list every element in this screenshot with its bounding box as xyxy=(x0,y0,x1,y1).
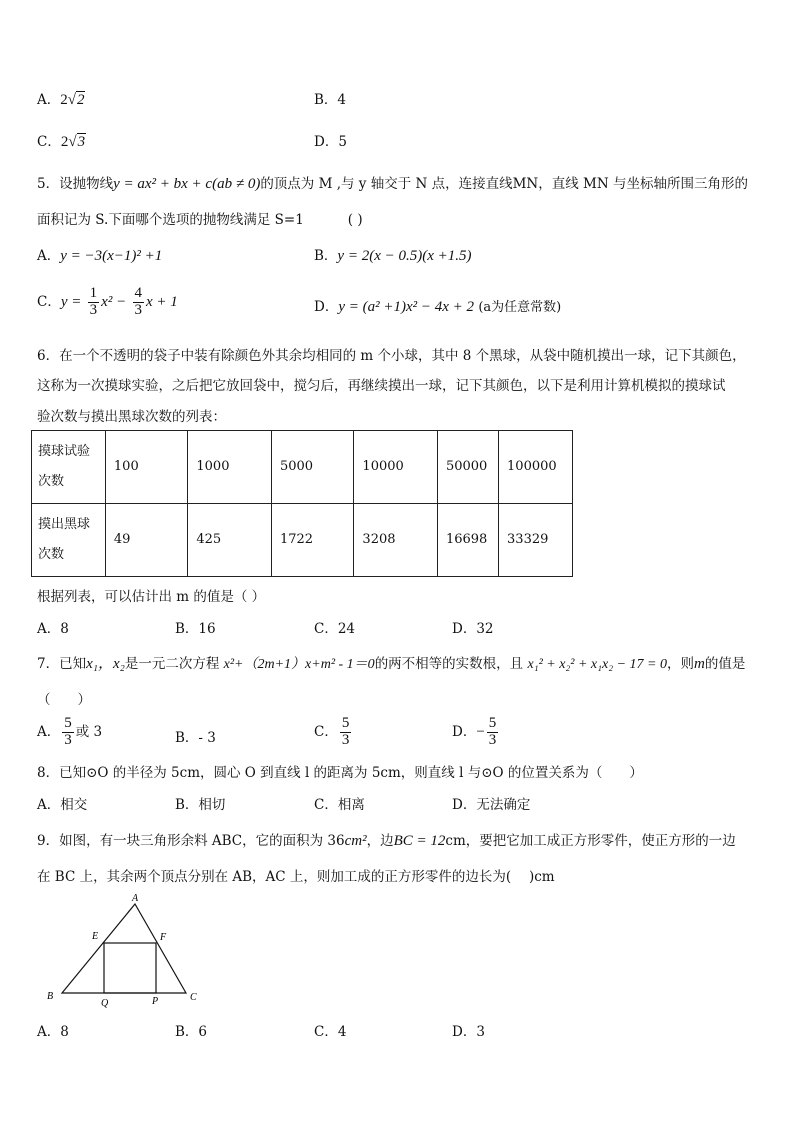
q4-c-radicand: 3 xyxy=(77,134,86,150)
table-cell: 33329 xyxy=(499,504,573,577)
q7-option-a: A． $\frac{5}{3}$ 或 3 xyxy=(37,715,103,748)
q4-option-d: D．5 xyxy=(314,134,347,150)
q5-option-b: B．y = 2(x − 0.5)(x +1.5) xyxy=(314,248,472,264)
fraction: $\frac{1}{3}$ xyxy=(89,285,98,318)
q7-option-b: B．- 3 xyxy=(175,730,216,746)
q5-option-a: A．y = −3(x−1)² +1 xyxy=(37,248,163,264)
q6-option-a: A．8 xyxy=(37,621,69,637)
table-cell: 425 xyxy=(188,504,272,577)
q7-paren: （ ） xyxy=(37,692,91,708)
q4-option-c: C．2√3 xyxy=(37,134,86,150)
label-a: A xyxy=(132,893,139,904)
q7-line1: 7．已知x₁，x₂是一元二次方程 x²+（2m+1）x+m² - 1＝0的两不相等的实数根，且 x₁² + x₂² + x₁x₂ − 17 = 0，则m的值是 xyxy=(37,656,746,672)
q7-option-d: D．− $\frac{5}{3}$ xyxy=(452,715,497,748)
fraction: $\frac{4}{3}$ xyxy=(134,285,142,318)
q6-line2: 这称为一次摸球实验，之后把它放回袋中，搅匀后，再继续摸出一球，记下其颜色，以下是利用计算机模拟的摸球试 xyxy=(37,378,726,394)
table-head-cell: 摸球试验 次数 xyxy=(32,431,106,504)
table-cell: 3208 xyxy=(354,504,438,577)
q5-option-d: D．y = (a² +1)x² − 4x + 2 (a为任意常数) xyxy=(314,299,562,315)
label-e: E xyxy=(92,931,99,942)
table-cell: 100 xyxy=(105,431,187,504)
label-p: P xyxy=(152,996,159,1007)
q5-line2: 面积记为 S.下面哪个选项的抛物线满足 S=1 ( ) xyxy=(37,212,363,228)
q6-option-b: B．16 xyxy=(175,621,216,637)
q4-a-coef: 2 xyxy=(60,92,68,108)
q6-option-d: D．32 xyxy=(452,621,494,637)
table-cell: 5000 xyxy=(271,431,353,504)
table-row xyxy=(32,504,573,577)
triangle-figure xyxy=(40,890,210,1010)
label-f: F xyxy=(160,932,167,943)
q6-data-table xyxy=(31,430,573,577)
table-cell: 16698 xyxy=(437,504,498,577)
fraction: $\frac{5}{3}$ xyxy=(341,715,350,748)
fraction: $\frac{5}{3}$ xyxy=(488,715,497,748)
q4-option-a: A．2√2 xyxy=(37,92,85,108)
q9-option-a: A．8 xyxy=(37,1024,69,1040)
q9-line2: 在 BC 上，其余两个顶点分别在 AB，AC 上，则加工成的正方形零件的边长为( )cm xyxy=(37,869,555,885)
table-cell: 49 xyxy=(105,504,187,577)
q8-option-b: B．相切 xyxy=(175,797,226,813)
table-cell: 1000 xyxy=(188,431,272,504)
table-cell: 100000 xyxy=(499,431,573,504)
q5-line1: 5．设抛物线y = ax² + bx + c(ab ≠ 0)的顶点为 M ,与 y 轴交于 N 点，连接直线MN，直线 MN 与坐标轴所围三角形的 xyxy=(37,176,748,192)
q8-option-d: D．无法确定 xyxy=(452,797,531,813)
q4-c-coef: 2 xyxy=(60,134,69,150)
table-row xyxy=(32,431,573,504)
q8-option-a: A．相交 xyxy=(37,797,88,813)
q8-option-c: C．相离 xyxy=(314,797,365,813)
label-q: Q xyxy=(101,998,109,1009)
q4-a-radicand: 2 xyxy=(76,92,85,108)
q9-option-c: C．4 xyxy=(314,1024,347,1040)
q8-stem: 8．已知⊙O 的半径为 5cm，圆心 O 到直线 l 的距离为 5cm，则直线 l 与⊙O 的位置关系为（ ） xyxy=(37,765,643,781)
q9-option-b: B．6 xyxy=(175,1024,208,1040)
q9-line1: 9．如图，有一块三角形余料 ABC，它的面积为 36cm²，边BC = 12cm，要把它加工成正方形零件，使正方形的一边 xyxy=(37,833,736,849)
label-b: B xyxy=(47,991,54,1002)
q5-option-c: C．y = $\frac{1}{3}$ x² − $\frac{4}{3}$ x + 1 xyxy=(37,285,178,318)
q7-option-c: C． $\frac{5}{3}$ xyxy=(314,715,350,748)
q6-prompt: 根据列表，可以估计出 m 的值是（ ） xyxy=(37,589,266,605)
q4-option-b: B．4 xyxy=(314,92,347,108)
q6-line1: 6．在一个不透明的袋子中装有除颜色外其余均相同的 m 个小球，其中 8 个黑球，从袋中随机摸出一球，记下其颜色， xyxy=(37,348,746,364)
table-head-cell: 摸出黑球 次数 xyxy=(32,504,106,577)
table-cell: 1722 xyxy=(271,504,353,577)
inscribed-square xyxy=(104,943,156,993)
table-cell: 50000 xyxy=(437,431,498,504)
fraction: $\frac{5}{3}$ xyxy=(64,715,72,748)
q6-line3: 验次数与摸出黑球次数的列表： xyxy=(37,409,226,425)
q5-parabola-expr: y = ax² + bx + c(ab ≠ 0) xyxy=(113,176,261,192)
q6-option-c: C．24 xyxy=(314,621,356,637)
q9-option-d: D．3 xyxy=(452,1024,485,1040)
triangle-abc xyxy=(62,904,186,993)
table-cell: 10000 xyxy=(354,431,438,504)
label-c: C xyxy=(190,992,197,1003)
